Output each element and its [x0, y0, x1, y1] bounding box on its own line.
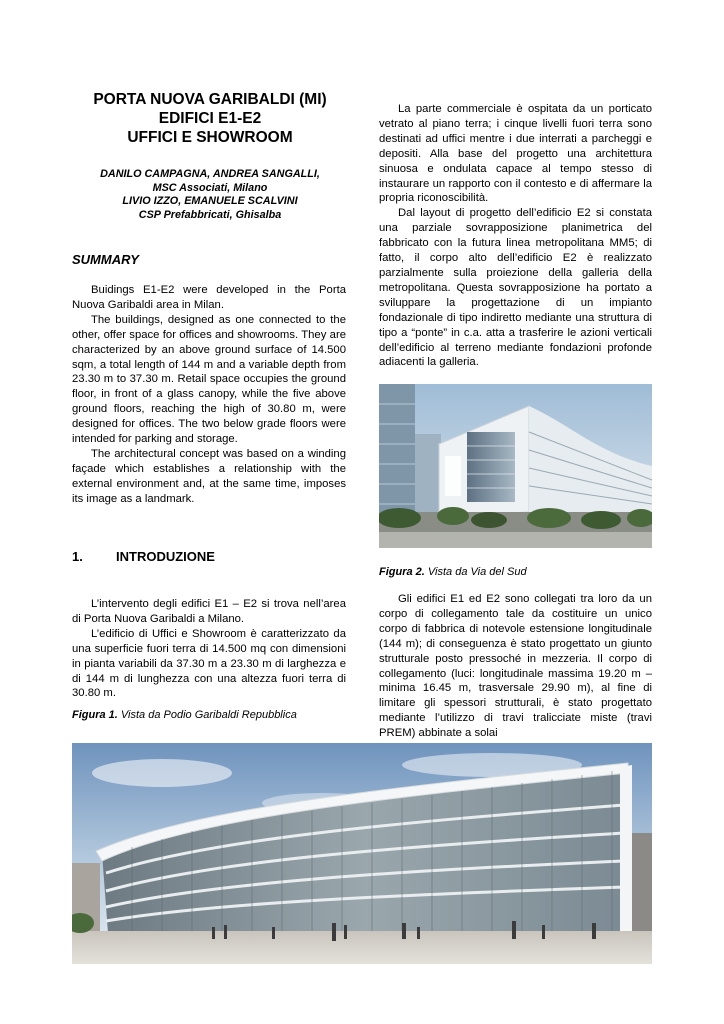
intro-paragraph-1: L’intervento degli edifici E1 – E2 si trova nell’area di Porta Nuova Garibaldi a Milano.: [72, 598, 346, 625]
right-column-middle: [379, 592, 652, 741]
figure-2-caption: [379, 566, 527, 578]
figure-2-caption-text: Vista da Via del Sud: [427, 566, 527, 578]
figure-1-caption-text: Vista da Podio Garibaldi Repubblica: [120, 709, 297, 721]
right-paragraph-2: Dal layout di progetto dell’edificio E2 si constata una parziale sovrapposizione planimetrica del fabbricato con la futura linea metropolitana MM5; di fatto, il corpo alto dell’edificio E2 è realizzato parzialmente sulla proiezione della galleria della metropolitana. Questa sovrapposizione ha portato a sviluppare la progettazione di un impianto fondazionale di tipo indiretto mediante una struttura di tipo a “ponte” in c.a. atta a trasferire le azioni verticali dell’edificio al terreno mediante fondazioni profonde adiacenti la galleria.: [379, 207, 652, 369]
right-column-top: [379, 102, 652, 370]
summary-paragraph-3: The architectural concept was based on a winding façade which establishes a relationship with the external environment and, at the same time, imposes its image as a landmark.: [72, 447, 346, 505]
title-line-2: EDIFICI E1-E2: [158, 110, 262, 127]
section-number: 1.: [72, 549, 83, 564]
right-paragraph-1: La parte commerciale è ospitata da un porticato vetrato al piano terra; i cinque livelli fuori terra sono destinati ad uffici mentre i due interrati a parcheggi e depositi. Alla base del progetto una architettura sinuosa e ondulata capace al tempo stesso di instaurare un rapporto con il contesto e di affermare la propria riconoscibilità.: [379, 103, 652, 205]
figure-1-caption: [72, 709, 297, 721]
title-line-1: PORTA NUOVA GARIBALDI (MI): [93, 91, 327, 108]
summary-heading: SUMMARY: [72, 252, 139, 267]
affiliation-line-1: MSC Associati, Milano: [152, 181, 268, 194]
affiliation-line-2: CSP Prefabbricati, Ghisalba: [138, 208, 282, 221]
intro-paragraph-2: L’edificio di Uffici e Showroom è caratterizzato da una superficie fuori terra di 14.500 mq con dimensioni in pianta variabili da 37.30 m a 23.30 m di larghezza e di 144 m di lunghezza con una altezza fuori terra di 30.80 m.: [72, 627, 346, 700]
paper-title: [72, 90, 348, 147]
authors-line-2: LIVIO IZZO, EMANUELE SCALVINI: [122, 195, 298, 208]
figure-1-label: Figura 1.: [72, 709, 118, 721]
authors-line-1: DANILO CAMPAGNA, ANDREA SANGALLI,: [100, 168, 320, 180]
title-line-3: UFFICI E SHOWROOM: [127, 129, 293, 146]
figure-2-label: Figura 2.: [379, 566, 425, 578]
intro-body: [72, 597, 346, 701]
author-block: [72, 168, 348, 222]
building-render-podio-garibaldi: [72, 743, 652, 964]
figure-1-image: [72, 743, 652, 964]
summary-paragraph-2: The buildings, designed as one connected to the other, offer space for offices and showrooms. They are characterized by an above ground surface of 14.500 sqm, a total length of 144 m and a variable depth from 23.30 m to 37.30 m. Retail space occupies the ground floor, in front of a glass canopy, while the five above ground floors, reaching the high of 30.80 m, were designed for offices. The two below grade floors were intended for parking and storage.: [72, 313, 346, 446]
building-render-via-del-sud: [379, 384, 652, 548]
section-title: INTRODUZIONE: [116, 549, 215, 564]
right-paragraph-3: Gli edifici E1 ed E2 sono collegati tra loro da un corpo di collegamento tale da costituire un unico corpo di fabbrica di notevole estensione longitudinale (144 m); di conseguenza è stato progettato un giunto strutturale posto pressoché in mezzeria. Il corpo di collegamento (luci: longitudinale massima 19.20 m – minima 16.45 m, trasversale 29.90 m), al fine di limitare gli spessori strutturali, è stato progettato mediante l’utilizzo di travi tralicciate miste (travi PREM) abbinate a solai: [379, 593, 652, 740]
summary-paragraph-1: Buidings E1-E2 were developed in the Porta Nuova Garibaldi area in Milan.: [72, 284, 346, 311]
summary-body: [72, 283, 346, 507]
figure-2-image: [379, 384, 652, 548]
intro-heading: [72, 549, 215, 564]
